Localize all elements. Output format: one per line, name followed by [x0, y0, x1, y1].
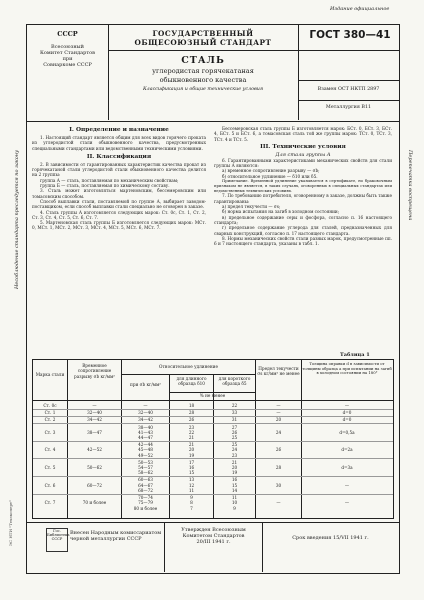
cell-strength: 50—62 — [87, 464, 102, 470]
cell-strength: 38—47 — [87, 429, 102, 435]
cell-bend: d=0 — [342, 410, 352, 416]
cell-grade: Ст. 1 — [44, 410, 56, 416]
section-1-title: I. Определение и назначение — [69, 127, 169, 133]
standard-type-line1: ГОСУДАРСТВЕННЫЙ — [152, 29, 254, 38]
cell-long: 18 — [188, 403, 195, 408]
table-caption: Таблица 1 — [340, 352, 370, 358]
cell-sb: 60—63 64—67 68—72 — [138, 477, 153, 493]
th-percent-min: % не менее — [199, 393, 226, 398]
cell-long: 21 20 19 — [188, 442, 195, 458]
table-row — [33, 441, 393, 459]
th-yield: Предел текучести σs кг/мм² не менее — [257, 366, 300, 377]
th-sigma-b: при σb кг/мм² — [130, 382, 161, 387]
cell-strength: 60—72 — [87, 482, 102, 488]
th-short-sample: для короткого образца δ5 — [218, 376, 251, 387]
cell-strength: — — [92, 403, 97, 408]
cell-bend: d=3a — [341, 464, 353, 470]
paragraph-8: 8. Нормы механических свойств стали разных марок, предусмотренные пп. 6 и 7 настоящего стандарта, указаны в табл. 1. — [214, 235, 392, 247]
cell-long: 9 8 7 — [190, 495, 193, 511]
cell-yield: — — [276, 403, 281, 408]
cell-bend: d=0 — [342, 417, 352, 423]
cell-strength: 32—40 — [87, 410, 102, 416]
doc-title: СТАЛЬ — [181, 55, 225, 66]
edition-label: Издание официальное — [330, 6, 390, 12]
left-column — [32, 126, 206, 352]
country: СССР — [57, 30, 78, 38]
cell-long: 26 — [188, 417, 195, 423]
cell-grade: Ст. 2 — [44, 417, 56, 423]
th-elongation: Относительное удлинение — [159, 364, 218, 369]
group-label: Металлургия В11 — [325, 105, 372, 110]
cell-long: 17 16 15 — [188, 459, 195, 476]
gost-number: ГОСТ 380—41 — [309, 29, 391, 41]
cell-yield: 28 — [275, 464, 282, 470]
cell-yield: 20 — [275, 417, 282, 423]
cell-sb: 42—44 45—48 49—52 — [138, 442, 153, 458]
cell-bend: — — [344, 500, 350, 506]
cell-yield: — — [276, 410, 281, 416]
cell-short: 33 — [231, 410, 238, 416]
cell-bend: — — [344, 403, 350, 408]
table-row — [33, 459, 393, 477]
submitted-by: Внесен Народным комиссариатом черной металлургии СССР — [70, 530, 162, 543]
paragraph-2: 2. В зависимости от гарантированных характеристик качества прокат из горячекатаной стали углеродистой стали обыкновенного качества делится на 2 группы: — [32, 161, 206, 178]
cell-sb: 34—42 — [138, 417, 153, 423]
cell-long: 23 22 21 — [188, 424, 195, 441]
right-column — [214, 126, 392, 352]
note: Примечание. Временной удлинение указывается в сертификате, но браковочным признаком не является, в таких случаях, оговоренных в специальных стандартах или ведомственных технических условиях. — [214, 178, 392, 193]
paragraph-4: 4. Сталь группы А изготовляется следующих марок: Ст. 0с, Ст. 1, Ст. 2, Ст. 3, Ст. 4, Ст. 5, Ст. 6, Ст. 7. — [32, 209, 206, 220]
doc-subtitle-2: обыкновенного качества — [159, 76, 247, 84]
cell-short: 22 — [231, 403, 238, 408]
cell-long: 13 12 11 — [188, 477, 195, 493]
th-long-sample: для длинного образца δ10 — [176, 376, 207, 387]
paragraph-7v: в) предельное содержание серы и фосфора, согласно п. 16 настоящего стандарта; — [214, 214, 392, 225]
cell-sb: 32—40 — [138, 410, 153, 416]
paragraph-1: 1. Настоящий стандарт является общим для всех видов горячего проката из углеродистой стали обыкновенного качества, предусмотренных специальными стандартами или ведомственными техническими условиями. — [32, 135, 206, 151]
cell-bend: — — [344, 482, 350, 488]
paragraph-7: 7. По требованию потребителя, оговоренному в заказе, должны быть также гарантированы: — [214, 193, 392, 204]
cell-yield: 26 — [275, 447, 282, 453]
watermark: ЭС НТИ "Техэксперт" — [8, 500, 13, 547]
cell-grade: Ст. 3 — [44, 429, 56, 435]
paragraph-6a: а) временное сопротивление разрыву — σb; — [222, 168, 320, 174]
doc-subtitle-1: углеродистая горячекатаная — [152, 67, 254, 75]
approved-by: Утвержден Всесоюзным Комитетом Стандартов 20/III 1941 г. — [181, 527, 246, 546]
cell-strength: 34—42 — [87, 417, 102, 423]
paragraph-6b: б) относительное удлинение — δ10 или δ5. — [222, 173, 318, 179]
cell-short: 11 10 9 — [231, 495, 238, 511]
cell-sb: 70—74 75—79 80 и более — [133, 495, 158, 511]
effective-date: Срок введения 15/VII 1941 г. — [292, 535, 369, 541]
cell-grade: Ст. 6 — [44, 482, 56, 488]
section-3-title: III. Технические условия — [260, 143, 346, 150]
cell-strength: 70 и более — [82, 500, 107, 506]
group-a-line: группа А — сталь, поставляемая по механическим свойствам; — [40, 177, 179, 183]
table-body — [33, 402, 393, 516]
cell-strength: 42—52 — [87, 447, 102, 453]
cell-bend: d=2a — [341, 447, 353, 453]
table-1 — [32, 359, 394, 519]
library-stamp: Гос. Библиотека СССР — [46, 528, 68, 552]
cell-grade: Ст. 7 — [44, 500, 56, 506]
group-b-line: группа Б — сталь, поставляемая по химическому составу. — [40, 183, 170, 189]
th-bend: Толщина оправки d в зависимости от толщины образца a при испытании на загиб в холодном состоянии на 180° — [302, 361, 392, 376]
cell-grade: Ст. 0с — [43, 403, 57, 408]
cell-yield: — — [276, 500, 281, 506]
th-strength: Временное сопротивление разрыву σb кг/мм² — [74, 363, 115, 379]
doc-subtitle-3: Классификация и общие технические условия — [142, 87, 264, 92]
cell-short: 27 26 25 — [231, 424, 238, 441]
cell-yield: 30 — [275, 482, 282, 488]
committee-block: Всесоюзный Комитет Стандартов при Совнаркоме СССР — [40, 44, 95, 69]
paragraph-5: 5. Мартеновская сталь группы Б изготовляется следующих марок: МСт. 0, МСт. 1, МСт. 2, МСт. 3, МСт. 4, МСт. 5, МСт. 6, МСт. 7. — [32, 220, 206, 231]
cell-sb: 50—53 54—57 58—62 — [138, 459, 153, 476]
cell-bend: d=0,5a — [339, 429, 355, 435]
cell-grade: Ст. 4 — [44, 447, 56, 453]
cell-sb: 38—40 41—43 44—47 — [138, 424, 153, 441]
side-warning-right: Перепечатка воспрещена — [407, 150, 413, 221]
cell-sb: — — [143, 403, 148, 408]
standard-type-line2: ОБЩЕСОЮЗНЫЙ СТАНДАРТ — [134, 38, 272, 47]
cell-grade: Ст. 5 — [44, 464, 56, 470]
paragraph-7b: б) норма испытания на загиб в холодном состоянии; — [222, 209, 340, 215]
group-a-subtitle: Для стали группы А — [275, 151, 331, 158]
table-row — [33, 494, 393, 512]
cell-short: 16 15 14 — [231, 477, 238, 493]
paragraph-3: 3. Сталь может изготовляться мартеновским, бессемеровским или томасовским способом. — [32, 188, 206, 199]
paragraph-7g: г) предельное содержание углерода для сталей, предназначенных для сварных конструкций, согласно п. 17 настоящего стандарта. — [214, 225, 392, 236]
table-row — [33, 424, 393, 442]
paragraph-3b: Способ выплавки стали, поставляемой по группе А, выбирает заводом-поставщиком, если способ выплавки стали специально не оговорен в заказе. — [32, 198, 206, 210]
paragraph-6: 6. Гарантированными характеристиками механических свойств для стали группы А являются: — [214, 157, 392, 169]
cell-short: 31 — [231, 417, 238, 423]
cell-short: 21 20 19 — [231, 459, 238, 476]
cell-long: 28 — [188, 410, 195, 416]
cell-yield: 24 — [275, 429, 282, 435]
table-row — [33, 476, 393, 494]
side-warning-left: Несоблюдение стандарта преследуется по закону — [14, 150, 20, 289]
replaces-note: Взамен ОСТ НКТП 2897 — [317, 87, 380, 92]
paragraph-bessemer: Бессемеровская сталь группы Б изготовляется марок: БСт. 0, БСт. 3, БСт. 4, БСт. 5 и БСт. 6, а томасовская сталь той же группы марок: ТСт. 0, ТСт. 3, ТСт. 4 и ТСт. 5. — [214, 126, 392, 142]
th-grade: Марка стали — [35, 372, 65, 377]
cell-short: 25 24 23 — [231, 442, 238, 458]
section-2-title: II. Классификация — [86, 153, 152, 160]
paragraph-7a: а) предел текучести — σs; — [222, 204, 281, 210]
